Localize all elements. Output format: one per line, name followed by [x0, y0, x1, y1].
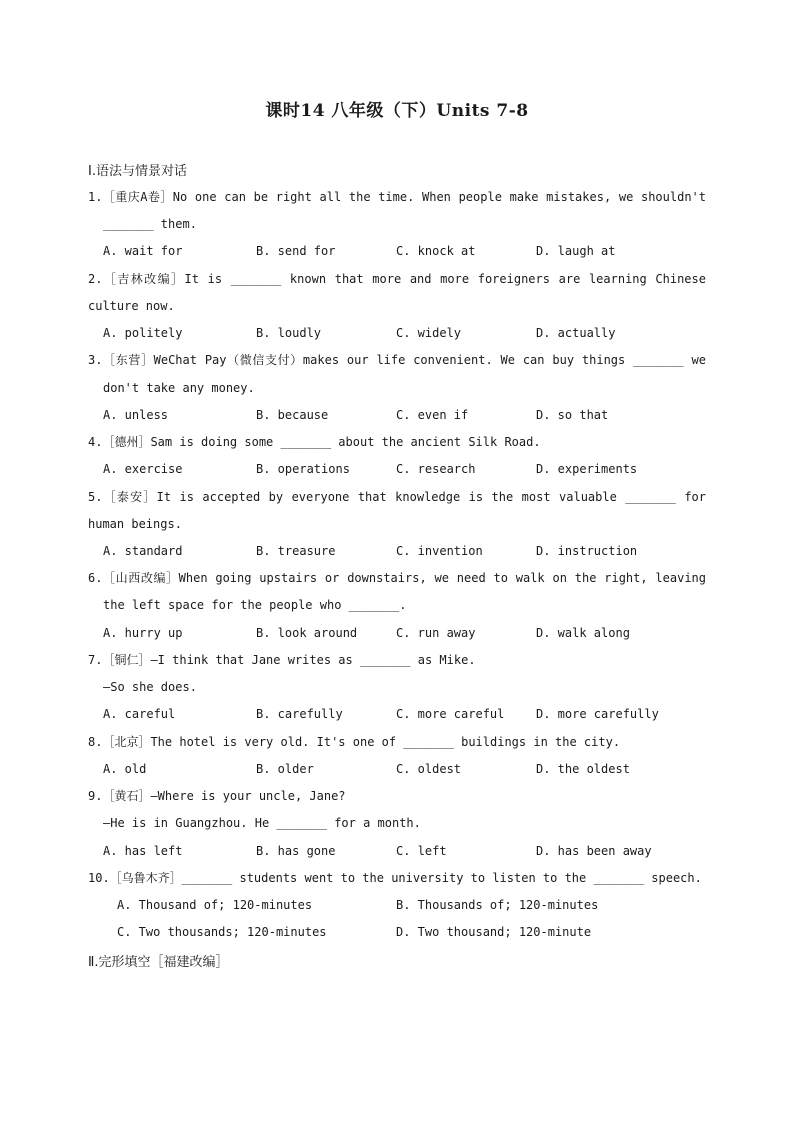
question-9-text: 9.［黄石］—Where is your uncle, Jane? [88, 789, 346, 803]
question-8-option-c[interactable]: C. oldest [396, 762, 462, 776]
question-4-option-d[interactable]: D. experiments [536, 462, 638, 476]
question-5-option-d[interactable]: D. instruction [536, 544, 638, 558]
question-4-option-b[interactable]: B. operations [256, 462, 350, 476]
question-7-option-a[interactable]: A. careful [103, 707, 176, 721]
question-9-text-cont: —He is in Guangzhou. He _______ for a month. [103, 816, 421, 830]
question-10-option-d[interactable]: D. Two thousand; 120-minute [396, 925, 592, 939]
question-6-option-b[interactable]: B. look around [256, 626, 358, 640]
question-2-option-c[interactable]: C. widely [396, 326, 462, 340]
question-9-option-a[interactable]: A. has left [103, 844, 183, 858]
question-10-option-c[interactable]: C. Two thousands; 120-minutes [117, 925, 327, 939]
section-heading-cloze: Ⅱ.完形填空［福建改编］ [88, 955, 229, 970]
question-2-option-a[interactable]: A. politely [103, 326, 183, 340]
question-6-text: 6.［山西改编］When going upstairs or downstairs, we need to walk on the right, leaving [88, 571, 706, 585]
question-8-option-a[interactable]: A. old [103, 762, 147, 776]
question-7-text-cont: —So she does. [103, 680, 197, 694]
question-8-text: 8.［北京］The hotel is very old. It's one of _______ buildings in the city. [88, 735, 621, 749]
question-7-option-b[interactable]: B. carefully [256, 707, 343, 721]
question-6-text-cont: the left space for the people who _______. [103, 598, 407, 612]
question-5-option-a[interactable]: A. standard [103, 544, 183, 558]
question-6-option-a[interactable]: A. hurry up [103, 626, 183, 640]
question-9-option-c[interactable]: C. left [396, 844, 447, 858]
question-1-option-a[interactable]: A. wait for [103, 244, 183, 258]
question-3-option-c[interactable]: C. even if [396, 408, 469, 422]
question-1-text-cont: _______ them. [103, 217, 197, 231]
question-5-text-cont: human beings. [88, 517, 182, 531]
question-10-text: 10.［乌鲁木齐］_______ students went to the university to listen to the _______ speech. [88, 871, 702, 885]
section-heading-grammar: Ⅰ.语法与情景对话 [88, 164, 187, 179]
question-3-text-cont: don't take any money. [103, 381, 255, 395]
question-2-text-cont: culture now. [88, 299, 175, 313]
question-1-text: 1.［重庆A卷］No one can be right all the time. When people make mistakes, we shouldn't [88, 190, 706, 204]
question-1-option-b[interactable]: B. send for [256, 244, 336, 258]
question-9-option-b[interactable]: B. has gone [256, 844, 336, 858]
question-10-option-a[interactable]: A. Thousand of; 120-minutes [117, 898, 313, 912]
question-10-option-b[interactable]: B. Thousands of; 120-minutes [396, 898, 599, 912]
question-6-option-d[interactable]: D. walk along [536, 626, 630, 640]
question-5-option-b[interactable]: B. treasure [256, 544, 336, 558]
question-7-option-d[interactable]: D. more carefully [536, 707, 659, 721]
question-3-text: 3.［东营］WeChat Pay（微信支付）makes our life convenient. We can buy things _______ we [88, 353, 706, 367]
question-5-text: 5.［泰安］It is accepted by everyone that knowledge is the most valuable _______ for [88, 490, 706, 504]
question-8-option-d[interactable]: D. the oldest [536, 762, 630, 776]
question-9-option-d[interactable]: D. has been away [536, 844, 652, 858]
question-7-option-c[interactable]: C. more careful [396, 707, 505, 721]
question-7-text: 7.［铜仁］—I think that Jane writes as _______ as Mike. [88, 653, 476, 667]
question-6-option-c[interactable]: C. run away [396, 626, 476, 640]
question-1-option-c[interactable]: C. knock at [396, 244, 476, 258]
question-4-option-a[interactable]: A. exercise [103, 462, 183, 476]
page-title: 课时14 八年级（下）Units 7-8 [265, 101, 529, 121]
question-1-option-d[interactable]: D. laugh at [536, 244, 616, 258]
question-2-option-d[interactable]: D. actually [536, 326, 616, 340]
question-2-text: 2.［吉林改编］It is _______ known that more and more foreigners are learning Chinese [88, 272, 706, 286]
question-8-option-b[interactable]: B. older [256, 762, 314, 776]
question-3-option-d[interactable]: D. so that [536, 408, 609, 422]
question-4-option-c[interactable]: C. research [396, 462, 476, 476]
question-2-option-b[interactable]: B. loudly [256, 326, 322, 340]
question-3-option-b[interactable]: B. because [256, 408, 329, 422]
question-3-option-a[interactable]: A. unless [103, 408, 169, 422]
question-5-option-c[interactable]: C. invention [396, 544, 483, 558]
question-4-text: 4.［德州］Sam is doing some _______ about the ancient Silk Road. [88, 435, 541, 449]
